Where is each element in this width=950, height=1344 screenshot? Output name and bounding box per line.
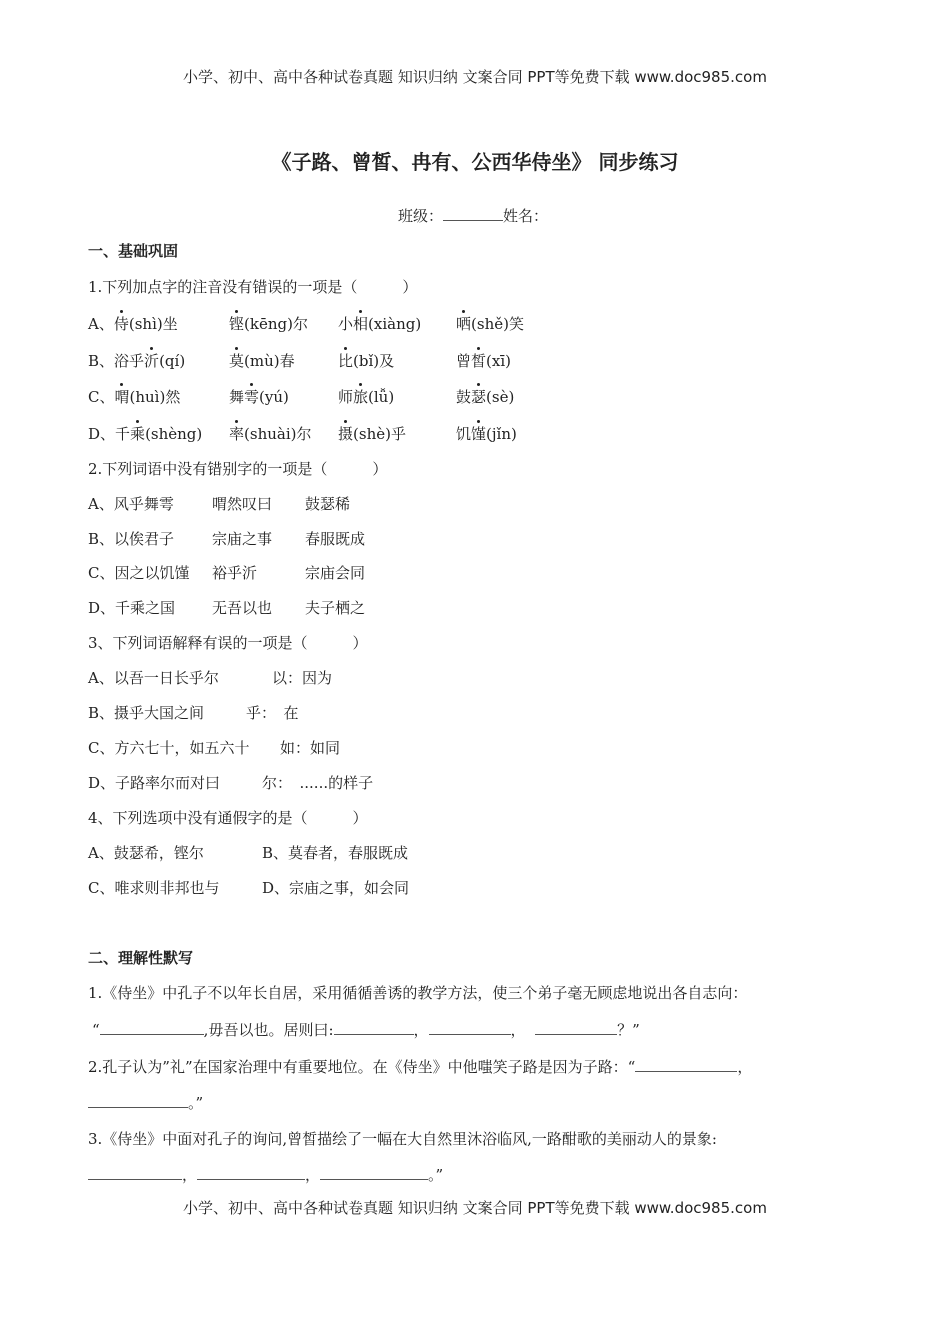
q2-option-b-2: 宗庙之事 — [212, 530, 273, 548]
q1-option-c-3: 师旅(lǚ) — [338, 388, 395, 406]
q1-option-d-4: 饥馑(jǐn) — [456, 425, 517, 443]
d3-blank-2[interactable] — [197, 1167, 305, 1180]
q2-option-a-3: 鼓瑟稀 — [305, 495, 351, 513]
d3-answer-line: ， ， 。” — [88, 1164, 443, 1185]
name-label: 姓名： — [503, 207, 549, 225]
d1-blank-3[interactable] — [429, 1022, 511, 1035]
page-footer: 小学、初中、高中各种试卷真题 知识归纳 文案合同 PPT等免费下载 www.doc985.com — [183, 1199, 767, 1217]
q3-option-b-2: 乎： 在 — [246, 704, 299, 722]
class-name-line — [398, 205, 548, 226]
d2-blank-2[interactable] — [88, 1095, 188, 1108]
q3-stem: 3、下列词语解释有误的一项是（ ） — [88, 634, 368, 652]
q1-option-a-4: 哂(shě)笑 — [456, 315, 524, 333]
d1-blank-1[interactable] — [100, 1022, 204, 1035]
q1-option-d-1: D、千乘(shèng) — [88, 425, 203, 443]
q3-option-a-1: A、以吾一日长乎尔 — [88, 669, 219, 687]
q1-option-b-1: B、浴乎沂(qí) — [88, 352, 186, 370]
d3-blank-3[interactable] — [320, 1167, 428, 1180]
q1-option-d-2: 率(shuài)尔 — [229, 425, 312, 443]
q3-option-c-1: C、方六七十，如五六十 — [88, 739, 250, 757]
d1-blank-4[interactable] — [535, 1022, 617, 1035]
d1-blank-2[interactable] — [334, 1022, 414, 1035]
page-header: 小学、初中、高中各种试卷真题 知识归纳 文案合同 PPT等免费下载 www.doc985.com — [183, 68, 767, 86]
q3-option-b-1: B、摄乎大国之间 — [88, 704, 205, 722]
q2-option-c-1: C、因之以饥馑 — [88, 564, 190, 582]
q3-option-d-1: D、子路率尔而对曰 — [88, 774, 221, 792]
q1-option-b-3: 比(bǐ)及 — [338, 352, 395, 370]
q1-option-c-1: C、喟(huì)然 — [88, 388, 181, 406]
q4-option-b-2: D、宗庙之事，如会同 — [262, 879, 410, 897]
section-basic: 一、基础巩固 — [88, 242, 179, 260]
q3-option-c-2: 如：如同 — [280, 739, 341, 757]
q1-option-b-2: 莫(mù)春 — [229, 352, 295, 370]
q3-option-a-2: 以：因为 — [272, 669, 333, 687]
q2-option-a-1: A、风乎舞雩 — [88, 495, 174, 513]
q2-option-c-3: 宗庙会同 — [305, 564, 366, 582]
d2-answer-line: 。” — [88, 1092, 203, 1113]
q4-option-a-1: A、鼓瑟希，铿尔 — [88, 844, 204, 862]
q2-option-d-1: D、千乘之国 — [88, 599, 176, 617]
q1-option-a-1: A、侍(shì)坐 — [88, 315, 178, 333]
page-title: 《子路、曾皙、冉有、公西华侍坐》 同步练习 — [271, 150, 679, 174]
class-blank[interactable] — [443, 208, 503, 221]
d1-answer-line: “ ,毋吾以也。居则曰: ， ， ？” — [92, 1021, 640, 1039]
q4-option-a-2: B、莫春者，春服既成 — [262, 844, 409, 862]
q4-option-b-1: C、唯求则非邦也与 — [88, 879, 220, 897]
q1-option-a-2: 铿(kēng)尔 — [229, 315, 308, 333]
q3-option-d-2: 尔： ......的样子 — [262, 774, 374, 792]
q1-option-a-3: 小相(xiàng) — [338, 315, 422, 333]
d3-blank-1[interactable] — [88, 1167, 182, 1180]
q1-stem: 1.下列加点字的注音没有错误的一项是（ ） — [88, 278, 418, 296]
q2-option-d-2: 无吾以也 — [212, 599, 273, 617]
q1-option-c-2: 舞雩(yú) — [229, 388, 289, 406]
q2-option-a-2: 喟然叹曰 — [212, 495, 273, 513]
q1-option-d-3: 摄(shè)乎 — [338, 425, 406, 443]
class-label: 班级： — [398, 207, 444, 225]
q2-option-d-3: 夫子栖之 — [305, 599, 366, 617]
d2-prompt: 2.孔子认为”礼”在国家治理中有重要地位。在《侍坐》中他嗤笑子路是因为子路：“ ， — [88, 1058, 753, 1076]
q1-option-c-4: 鼓瑟(sè) — [456, 388, 515, 406]
q2-stem: 2.下列词语中没有错别字的一项是（ ） — [88, 460, 388, 478]
d2-blank-1[interactable] — [635, 1059, 737, 1072]
q1-option-b-4: 曾皙(xī) — [456, 352, 511, 370]
q2-option-b-3: 春服既成 — [305, 530, 366, 548]
d1-prompt: 1.《侍坐》中孔子不以年长自居，采用循循善诱的教学方法，使三个弟子毫无顾虑地说出各自志向： — [88, 984, 748, 1002]
q2-option-b-1: B、以俟君子 — [88, 530, 175, 548]
section-dictation: 二、理解性默写 — [88, 949, 194, 967]
q4-stem: 4、下列选项中没有通假字的是（ ） — [88, 809, 368, 827]
q2-option-c-2: 裕乎沂 — [212, 564, 258, 582]
d3-prompt: 3.《侍坐》中面对孔子的询问,曾皙描绘了一幅在大自然里沐浴临风,一路酣歌的美丽动人的景象: — [88, 1130, 717, 1148]
